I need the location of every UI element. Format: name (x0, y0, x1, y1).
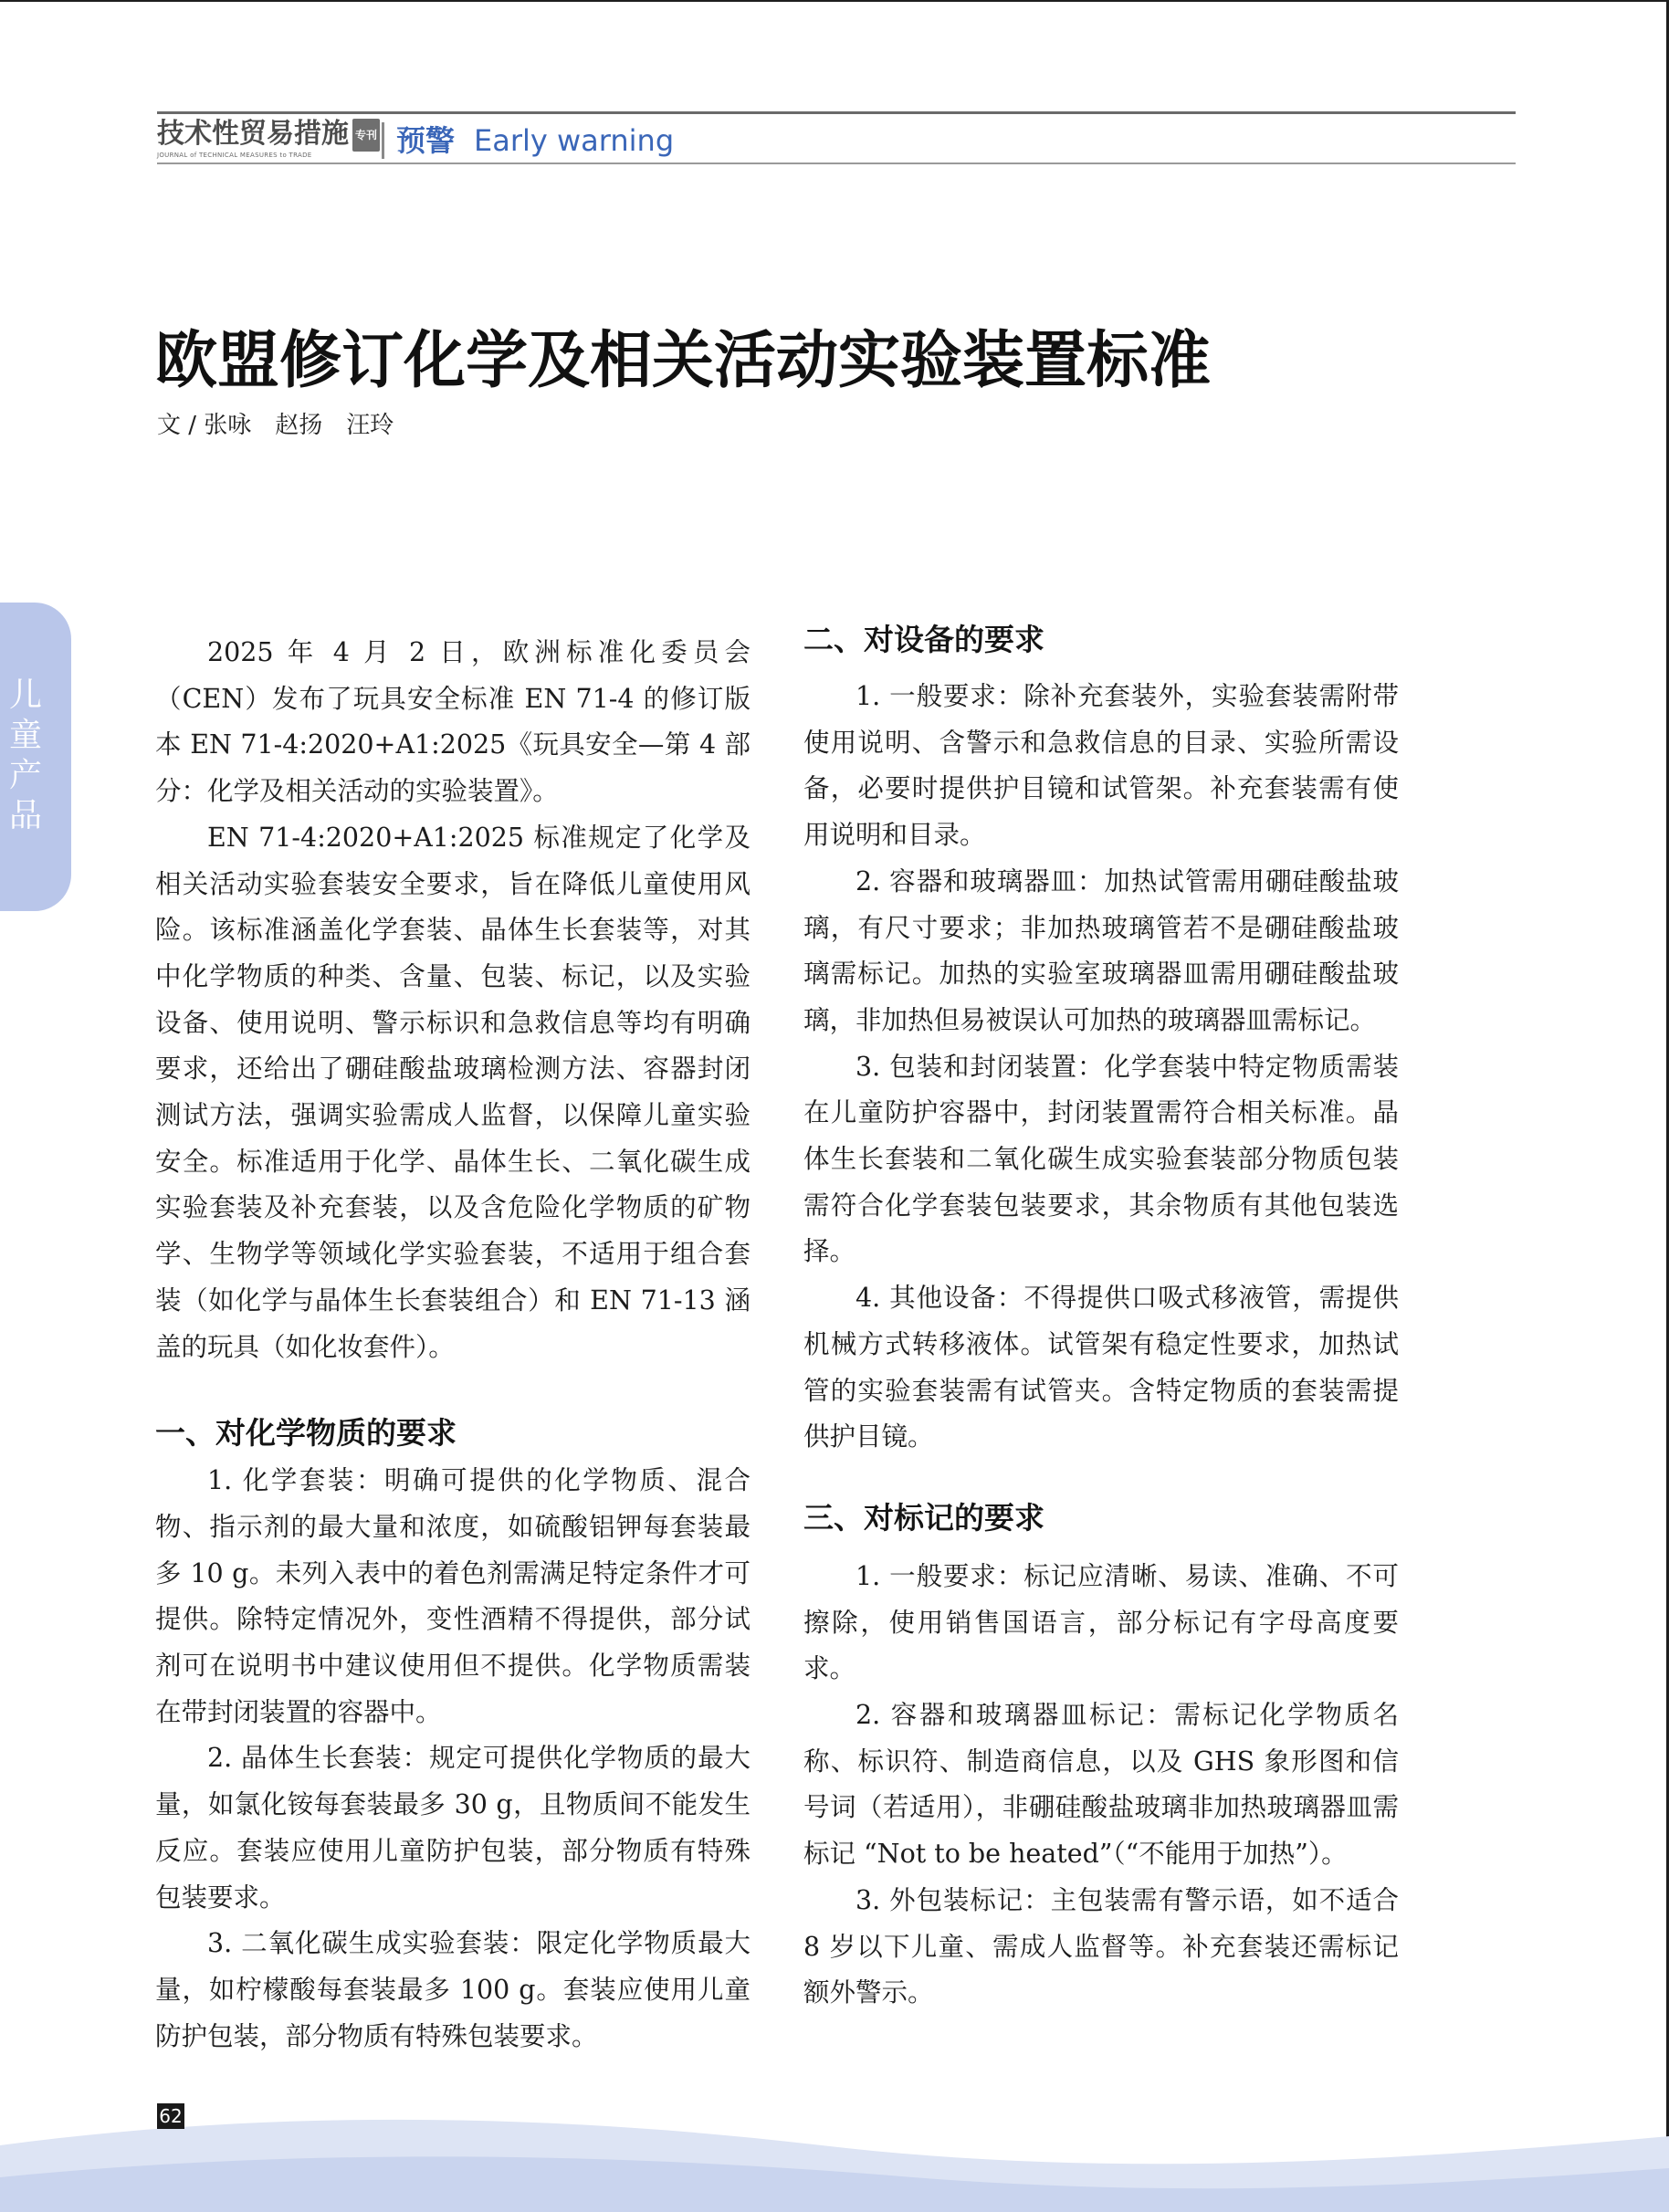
header-rule-bottom (157, 162, 1516, 164)
footer-wave-decoration (0, 2091, 1669, 2212)
journal-name-en: JOURNAL of TECHNICAL MEASURES to TRADE (157, 152, 312, 159)
side-tab-char: 产 (8, 757, 42, 794)
body-paragraph: 4. 其他设备：不得提供口吸式移液管，需提供机械方式转移液体。试管架有稳定性要求，加热试管的实验套装需有试管夹。含特定物质的套装需提供护目镜。 (803, 1283, 1399, 1452)
article-title: 欧盟修订化学及相关活动实验装置标准 (155, 325, 1212, 397)
journal-name: 技术性贸易措施 (157, 118, 349, 150)
intro-paragraph: EN 71-4:2020+A1:2025 标准规定了化学及相关活动实验套装安全要求，旨在降低儿童使用风险。该标准涵盖化学套装、晶体生长套装等，对其中化学物质的种类、含量、包装、标记，以及实验设备、使用说明、警示标识和急救信息等均有明确要求，还给出了硼硅酸盐玻璃检测方法、容器封闭测试方法，强调实验需成人监督，以保障儿童实验安全。标准适用于化学、晶体生长、二氧化碳生成实验套装及补充套装，以及含危险化学物质的矿物学、生物学等领域化学实验套装，不适用于组合套装（如化学与晶体生长套装组合）和 EN 71-13 涵盖的玩具（如化妆套件）。 (155, 822, 751, 1362)
side-tab-char: 童 (8, 717, 42, 754)
body-paragraph: 1. 一般要求：标记应清晰、易读、准确、不可擦除，使用销售国语言，部分标记有字母高度要求。 (803, 1560, 1399, 1684)
body-paragraph: 2. 晶体生长套装：规定可提供化学物质的最大量，如氯化铵每套装最多 30 g，且物质间不能发生反应。套装应使用儿童防护包装，部分物质有特殊包装要求。 (155, 1743, 751, 1913)
category-side-tab-label (7, 676, 44, 836)
section-label-cn: 预警 (396, 123, 456, 158)
body-paragraph: 3. 包装和封闭装置：化学套装中特定物质需装在儿童防护容器中，封闭装置需符合相关标准。晶体生长套装和二氧化碳生成实验套装部分物质包装需符合化学套装包装要求，其余物质有其他包装选择。 (803, 1051, 1399, 1267)
side-tab-char: 儿 (8, 676, 42, 714)
section-label-en: Early warning (474, 123, 675, 158)
side-tab-char: 品 (8, 797, 42, 834)
journal-logo (157, 119, 376, 159)
intro-paragraph: 2025 年 4 月 2 日，欧洲标准化委员会（CEN）发布了玩具安全标准 EN 71-4 的修订版本 EN 71-4:2020+A1:2025《玩具安全—第 4 部分：化学及相关活动的实验装置》。 (155, 637, 751, 807)
section-heading-equipment: 二、对设备的要求 (803, 622, 1044, 657)
article-byline: 文 / 张咏 赵扬 汪玲 (157, 412, 394, 439)
body-paragraph: 3. 二氧化碳生成实验套装：限定化学物质最大量，如柠檬酸每套装最多 100 g。套装应使用儿童防护包装，部分物质有特殊包装要求。 (155, 1928, 751, 2051)
body-paragraph: 1. 一般要求：除补充套装外，实验套装需附带使用说明、含警示和急救信息的目录、实验所需设备，必要时提供护目镜和试管架。补充套装需有使用说明和目录。 (803, 681, 1399, 851)
right-column (803, 617, 1399, 2017)
journal-tag: 专刊 (352, 119, 380, 152)
body-paragraph: 1. 化学套装：明确可提供的化学物质、混合物、指示剂的最大量和浓度，如硫酸铝钾每套装最多 10 g。未列入表中的着色剂需满足特定条件才可提供。除特定情况外，变性酒精不得提供，部分试剂可在说明书中建议使用但不提供。化学物质需装在带封闭装置的容器中。 (155, 1465, 751, 1727)
header-separator (382, 122, 384, 159)
header-rule-top (157, 111, 1516, 114)
body-paragraph: 3. 外包装标记：主包装需有警示语，如不适合 8 岁以下儿童、需成人监督等。补充套装还需标记额外警示。 (803, 1884, 1399, 2008)
section-heading-chemicals: 一、对化学物质的要求 (155, 1415, 457, 1452)
left-column (155, 630, 751, 2060)
page-number: 62 (157, 2103, 184, 2129)
body-paragraph: 2. 容器和玻璃器皿：加热试管需用硼硅酸盐玻璃，有尺寸要求；非加热玻璃管若不是硼硅酸盐玻璃需标记。加热的实验室玻璃器皿需用硼硅酸盐玻璃，非加热但易被误认可加热的玻璃器皿需标记。 (803, 865, 1399, 1035)
page-border-top (0, 0, 1669, 2)
section-heading-marking: 三、对标记的要求 (803, 1499, 1044, 1536)
body-paragraph: 2. 容器和玻璃器皿标记：需标记化学物质名称、标识符、制造商信息，以及 GHS 象形图和信号词（若适用），非硼硅酸盐玻璃非加热玻璃器皿需标记 “Not to be heated”（“不能用于加热”）。 (803, 1700, 1399, 1870)
